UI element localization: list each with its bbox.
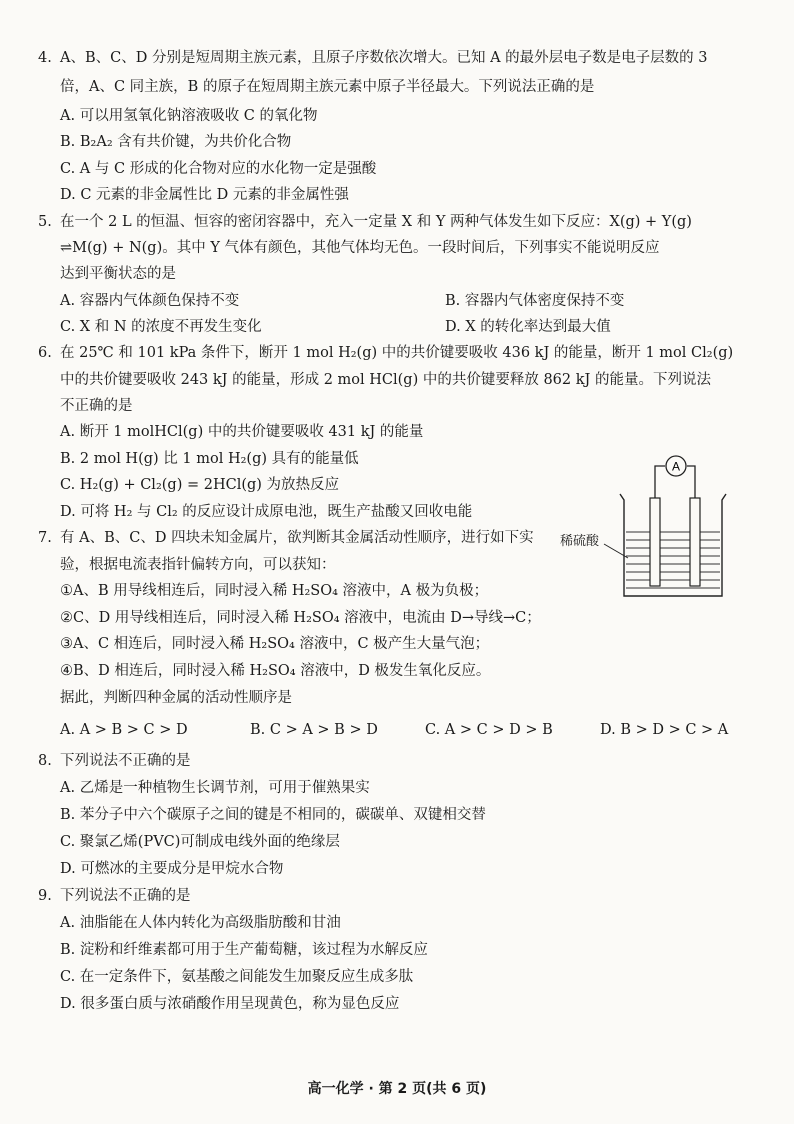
option-a: A. 可以用氢氧化钠溶液吸收 C 的氧化物 bbox=[60, 108, 318, 124]
question-number: 4. bbox=[38, 50, 52, 66]
option-a: A. 油脂能在人体内转化为高级脂肪酸和甘油 bbox=[60, 915, 341, 931]
option-d: D. C 元素的非金属性比 D 元素的非金属性强 bbox=[60, 187, 349, 203]
question-stem: 下列说法不正确的是 bbox=[60, 888, 191, 904]
option-b: B. B₂A₂ 含有共价键，为共价化合物 bbox=[60, 134, 292, 150]
question-stem: 在 25℃ 和 101 kPa 条件下，断开 1 mol H₂(g) 中的共价键要吸收 436 kJ 的能量，断开 1 mol Cl₂(g) bbox=[60, 345, 734, 361]
question-stem: 达到平衡状态的是 bbox=[60, 266, 176, 282]
option-c: C. X 和 N 的浓度不再发生变化 bbox=[60, 319, 262, 335]
option-c: C. 在一定条件下，氨基酸之间能发生加聚反应生成多肽 bbox=[60, 969, 414, 985]
wire-left bbox=[655, 466, 665, 498]
electrode-right bbox=[690, 498, 700, 586]
condition-item: ③A、C 相连后，同时浸入稀 H₂SO₄ 溶液中，C 极产生大量气泡； bbox=[60, 636, 490, 652]
option-a: A. A > B > C > D bbox=[60, 722, 188, 738]
solution-label: 稀硫酸 bbox=[560, 534, 600, 549]
question-stem: 不正确的是 bbox=[60, 398, 133, 414]
question-number: 8. bbox=[38, 753, 52, 769]
condition-item: ①A、B 用导线相连后，同时浸入稀 H₂SO₄ 溶液中，A 极为负极； bbox=[60, 583, 489, 599]
question-stem: 中的共价键要吸收 243 kJ 的能量，形成 2 mol HCl(g) 中的共价键要释放 862 kJ 的能量。下列说法 bbox=[60, 372, 711, 388]
question-number: 5. bbox=[38, 214, 52, 230]
option-d: D. 可将 H₂ 与 Cl₂ 的反应设计成原电池，既生产盐酸又回收电能 bbox=[60, 504, 473, 520]
option-c: C. 聚氯乙烯(PVC)可制成电线外面的绝缘层 bbox=[60, 834, 340, 850]
option-c: C. A 与 C 形成的化合物对应的水化物一定是强酸 bbox=[60, 161, 377, 177]
beaker bbox=[620, 494, 726, 596]
wire-right bbox=[687, 466, 695, 498]
page-footer: 高一化学 · 第 2 页(共 6 页) bbox=[307, 1081, 487, 1097]
option-a: A. 断开 1 molHCl(g) 中的共价键要吸收 431 kJ 的能量 bbox=[60, 424, 424, 440]
option-b: B. 淀粉和纤维素都可用于生产葡萄糖，该过程为水解反应 bbox=[60, 942, 428, 958]
option-b: B. C > A > B > D bbox=[250, 722, 378, 738]
question-stem: A、B、C、D 分别是短周期主族元素，且原子序数依次增大。已知 A 的最外层电子数是电子层数的 3 bbox=[60, 50, 708, 66]
question-stem: ⇌M(g) + N(g)。其中 Y 气体有颜色，其他气体均无色。一段时间后，下列事实不能说明反应 bbox=[60, 240, 660, 256]
question-stem: 有 A、B、C、D 四块未知金属片，欲判断其金属活动性顺序，进行如下实 bbox=[60, 530, 534, 546]
question-number: 7. bbox=[38, 530, 52, 546]
option-a: A. 容器内气体颜色保持不变 bbox=[60, 293, 240, 309]
option-d: D. X 的转化率达到最大值 bbox=[445, 319, 611, 335]
option-b: B. 苯分子中六个碳原子之间的键是不相同的，碳碳单、双键相交替 bbox=[60, 807, 486, 823]
option-d: D. 很多蛋白质与浓硝酸作用呈现黄色，称为显色反应 bbox=[60, 996, 400, 1012]
question-stem: 在一个 2 L 的恒温、恒容的密闭容器中，充入一定量 X 和 Y 两种气体发生如下反应：X(g) + Y(g) bbox=[60, 214, 692, 230]
question-number: 9. bbox=[38, 888, 52, 904]
option-d: D. 可燃冰的主要成分是甲烷水合物 bbox=[60, 861, 284, 877]
option-d: D. B > D > C > A bbox=[600, 722, 729, 738]
option-c: C. H₂(g) + Cl₂(g) = 2HCl(g) 为放热反应 bbox=[60, 477, 340, 493]
option-b: B. 2 mol H(g) 比 1 mol H₂(g) 具有的能量低 bbox=[60, 451, 359, 467]
solution-liquid bbox=[626, 532, 720, 588]
ammeter-label: A bbox=[671, 459, 681, 474]
question-stem: 验，根据电流表指针偏转方向，可以获知： bbox=[60, 557, 336, 573]
electrode-left bbox=[650, 498, 660, 586]
condition-item: ②C、D 用导线相连后，同时浸入稀 H₂SO₄ 溶液中，电流由 D→导线→C； bbox=[60, 610, 541, 626]
option-b: B. 容器内气体密度保持不变 bbox=[445, 293, 625, 309]
question-number: 6. bbox=[38, 345, 52, 361]
question-stem: 据此，判断四种金属的活动性顺序是 bbox=[60, 690, 292, 706]
option-c: C. A > C > D > B bbox=[425, 722, 553, 738]
galvanic-cell-diagram bbox=[590, 448, 740, 608]
question-stem: 下列说法不正确的是 bbox=[60, 753, 191, 769]
condition-item: ④B、D 相连后，同时浸入稀 H₂SO₄ 溶液中，D 极发生氧化反应。 bbox=[60, 663, 491, 679]
option-a: A. 乙烯是一种植物生长调节剂，可用于催熟果实 bbox=[60, 780, 370, 796]
question-stem: 倍，A、C 同主族，B 的原子在短周期主族元素中原子半径最大。下列说法正确的是 bbox=[60, 79, 595, 95]
